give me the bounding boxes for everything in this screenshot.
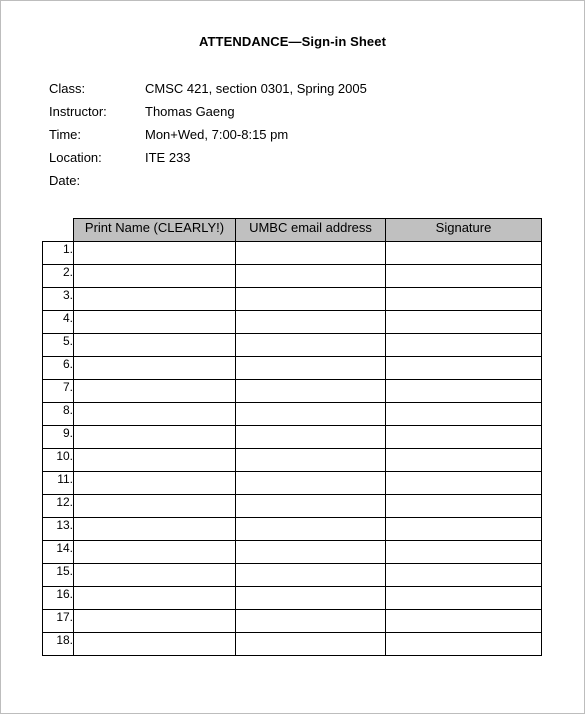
row-number: 2.: [43, 265, 74, 288]
print-name-cell[interactable]: [74, 242, 236, 265]
table-row: [43, 334, 542, 357]
print-name-cell[interactable]: [74, 311, 236, 334]
email-cell[interactable]: [236, 288, 386, 311]
email-cell[interactable]: [236, 564, 386, 587]
row-number: 5.: [43, 334, 74, 357]
signature-cell[interactable]: [386, 564, 542, 587]
row-number: 8.: [43, 403, 74, 426]
print-name-cell[interactable]: [74, 403, 236, 426]
signature-cell[interactable]: [386, 495, 542, 518]
email-cell[interactable]: [236, 449, 386, 472]
signature-cell[interactable]: [386, 334, 542, 357]
row-number: 11.: [43, 472, 74, 495]
signature-cell[interactable]: [386, 633, 542, 656]
signature-cell[interactable]: [386, 541, 542, 564]
header-corner: [43, 219, 74, 242]
table-header-row: [43, 219, 542, 242]
email-cell[interactable]: [236, 242, 386, 265]
row-number: 16.: [43, 587, 74, 610]
table-row: [43, 610, 542, 633]
email-cell[interactable]: [236, 610, 386, 633]
print-name-cell[interactable]: [74, 449, 236, 472]
row-number: 18.: [43, 633, 74, 656]
print-name-cell[interactable]: [74, 380, 236, 403]
print-name-cell[interactable]: [74, 288, 236, 311]
table-row: [43, 426, 542, 449]
email-cell[interactable]: [236, 587, 386, 610]
table-row: [43, 357, 542, 380]
class-value: CMSC 421, section 0301, Spring 2005: [145, 81, 367, 96]
signature-cell[interactable]: [386, 242, 542, 265]
print-name-cell[interactable]: [74, 334, 236, 357]
print-name-cell[interactable]: [74, 610, 236, 633]
row-number: 7.: [43, 380, 74, 403]
email-cell[interactable]: [236, 472, 386, 495]
table-row: [43, 288, 542, 311]
row-number: 10.: [43, 449, 74, 472]
table-row: [43, 265, 542, 288]
signature-cell[interactable]: [386, 403, 542, 426]
print-name-cell[interactable]: [74, 633, 236, 656]
signature-cell[interactable]: [386, 311, 542, 334]
table-row: [43, 403, 542, 426]
signature-cell[interactable]: [386, 587, 542, 610]
print-name-cell[interactable]: [74, 472, 236, 495]
sheet-title: ATTENDANCE—Sign-in Sheet: [198, 34, 387, 49]
email-cell[interactable]: [236, 334, 386, 357]
table-row: [43, 587, 542, 610]
attendance-table: [42, 218, 542, 656]
table-row: [43, 311, 542, 334]
header-email: UMBC email address: [236, 219, 386, 242]
print-name-cell[interactable]: [74, 541, 236, 564]
header-signature: Signature: [386, 219, 542, 242]
signature-cell[interactable]: [386, 265, 542, 288]
row-number: 3.: [43, 288, 74, 311]
email-cell[interactable]: [236, 265, 386, 288]
email-cell[interactable]: [236, 380, 386, 403]
print-name-cell[interactable]: [74, 426, 236, 449]
date-label: Date:: [49, 173, 81, 188]
signature-cell[interactable]: [386, 472, 542, 495]
email-cell[interactable]: [236, 495, 386, 518]
signature-cell[interactable]: [386, 426, 542, 449]
print-name-cell[interactable]: [74, 587, 236, 610]
time-label: Time:: [49, 127, 82, 142]
row-number: 9.: [43, 426, 74, 449]
instructor-label: Instructor:: [49, 104, 107, 119]
signature-cell[interactable]: [386, 357, 542, 380]
header-print-name: Print Name (CLEARLY!): [74, 219, 236, 242]
table-row: [43, 541, 542, 564]
instructor-value: Thomas Gaeng: [145, 104, 235, 119]
email-cell[interactable]: [236, 357, 386, 380]
signature-cell[interactable]: [386, 449, 542, 472]
signature-cell[interactable]: [386, 610, 542, 633]
email-cell[interactable]: [236, 518, 386, 541]
location-value: ITE 233: [145, 150, 191, 165]
table-row: [43, 633, 542, 656]
table-row: [43, 495, 542, 518]
signature-cell[interactable]: [386, 288, 542, 311]
print-name-cell[interactable]: [74, 518, 236, 541]
print-name-cell[interactable]: [74, 357, 236, 380]
email-cell[interactable]: [236, 541, 386, 564]
print-name-cell[interactable]: [74, 495, 236, 518]
email-cell[interactable]: [236, 633, 386, 656]
print-name-cell[interactable]: [74, 265, 236, 288]
row-number: 6.: [43, 357, 74, 380]
email-cell[interactable]: [236, 426, 386, 449]
signature-cell[interactable]: [386, 380, 542, 403]
print-name-cell[interactable]: [74, 564, 236, 587]
email-cell[interactable]: [236, 403, 386, 426]
row-number: 13.: [43, 518, 74, 541]
signature-cell[interactable]: [386, 518, 542, 541]
row-number: 4.: [43, 311, 74, 334]
row-number: 17.: [43, 610, 74, 633]
table-row: [43, 380, 542, 403]
class-label: Class:: [49, 81, 86, 96]
email-cell[interactable]: [236, 311, 386, 334]
table-row: [43, 449, 542, 472]
table-row: [43, 518, 542, 541]
time-value: Mon+Wed, 7:00-8:15 pm: [145, 127, 289, 142]
table-row: [43, 564, 542, 587]
table-row: [43, 472, 542, 495]
row-number: 1.: [43, 242, 74, 265]
location-label: Location:: [49, 150, 102, 165]
row-number: 14.: [43, 541, 74, 564]
row-number: 12.: [43, 495, 74, 518]
row-number: 15.: [43, 564, 74, 587]
table-row: [43, 242, 542, 265]
